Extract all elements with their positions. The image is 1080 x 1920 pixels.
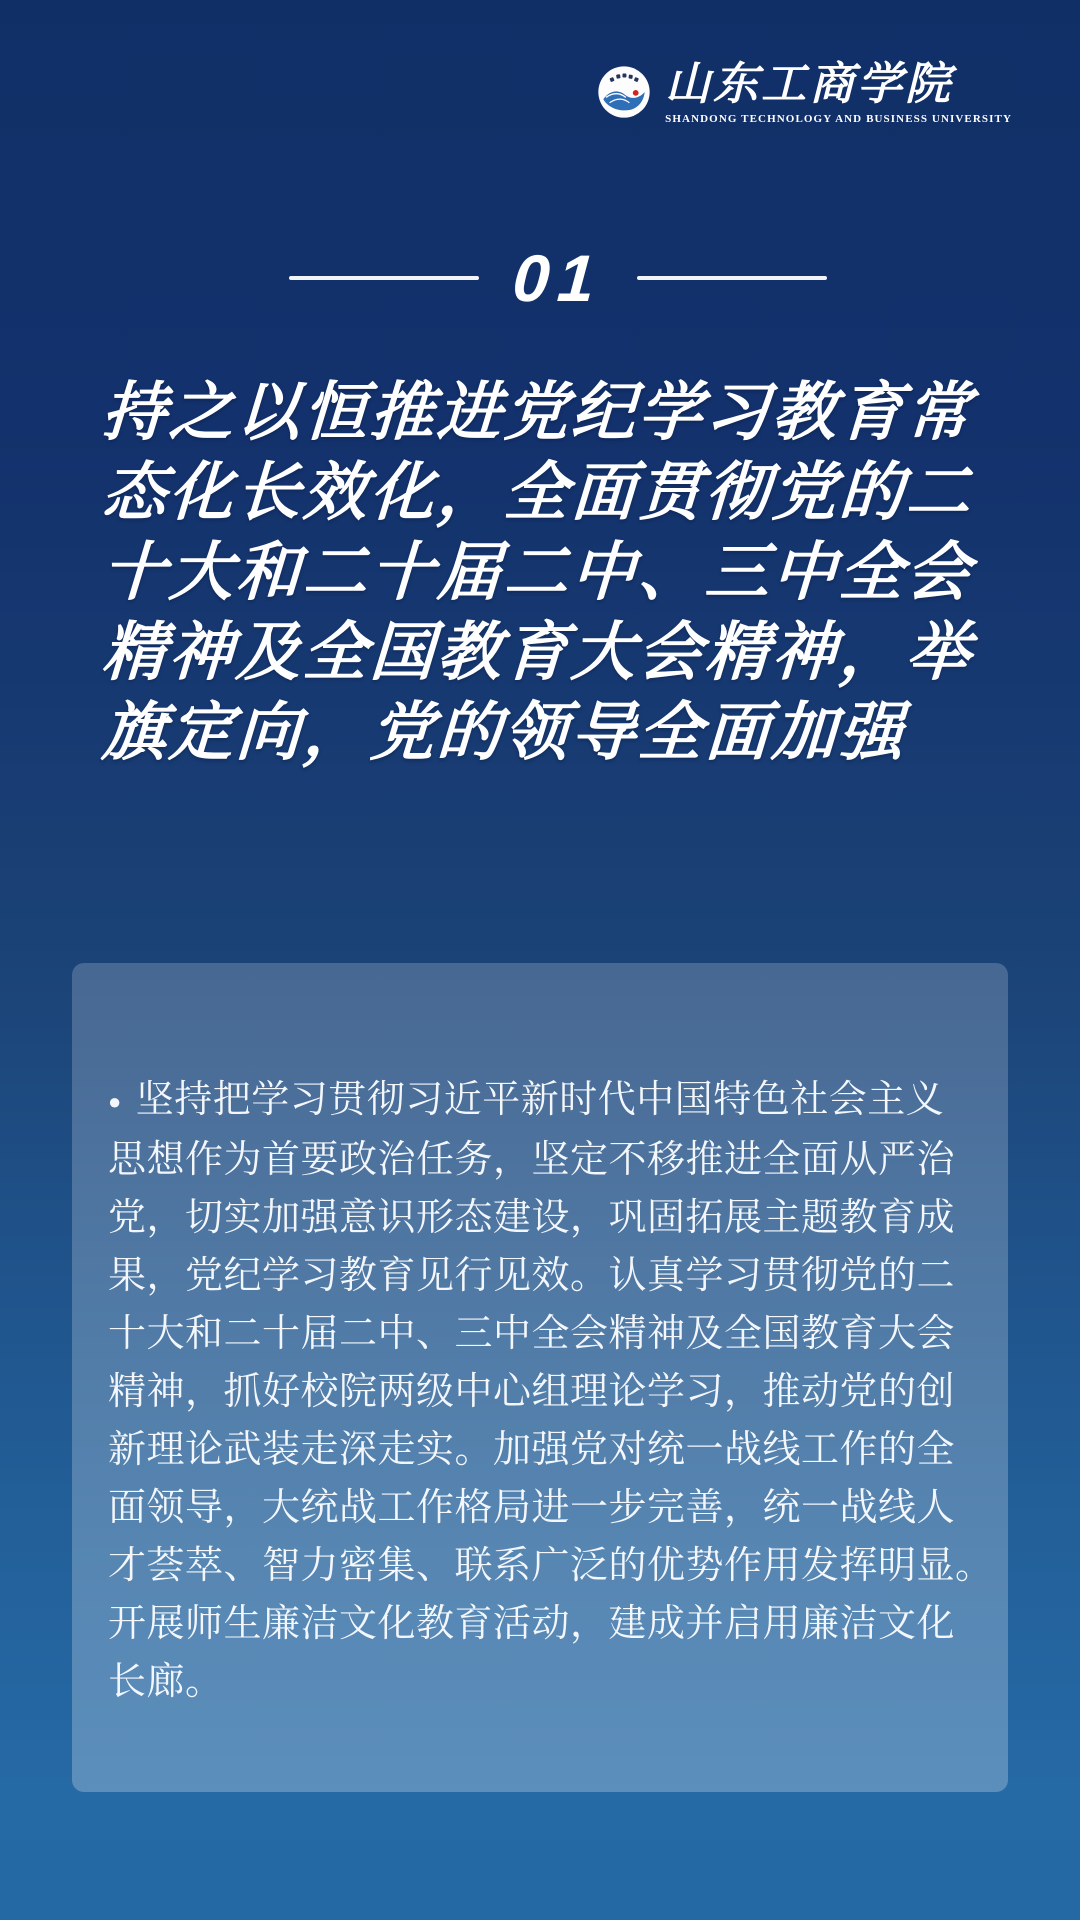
university-seal-icon bbox=[597, 65, 651, 119]
body-text: 坚持把学习贯彻习近平新时代中国特色社会主义 bbox=[135, 1079, 945, 1121]
university-name-block bbox=[665, 58, 1012, 125]
bullet-icon: ● bbox=[108, 1089, 122, 1114]
headline-line: 态化长效化，全面贯彻党的二 bbox=[100, 456, 975, 528]
university-name-zh: 山东工商学院 bbox=[665, 59, 954, 109]
body-text-line: 十大和二十届二中、三中全会精神及全国教育大会 bbox=[108, 1313, 956, 1355]
body-text-line: 精神，抓好校院两级中心组理论学习，推动党的创 bbox=[108, 1371, 956, 1413]
section-headline bbox=[100, 372, 1000, 772]
body-text-line bbox=[108, 1071, 972, 1131]
body-text-line: 才荟萃、智力密集、联系广泛的优势作用发挥明显。 bbox=[108, 1545, 994, 1587]
headline-line: 持之以恒推进党纪学习教育常 bbox=[100, 376, 975, 448]
body-text-line: 长廊。 bbox=[108, 1661, 224, 1703]
left-rule-line bbox=[289, 276, 479, 280]
body-text-line: 党，切实加强意识形态建设，巩固拓展主题教育成 bbox=[108, 1197, 956, 1239]
body-text-line: 思想作为首要政治任务，坚定不移推进全面从严治 bbox=[108, 1139, 956, 1181]
body-text-line: 新理论武装走深走实。加强党对统一战线工作的全 bbox=[108, 1429, 956, 1471]
body-text-line: 果，党纪学习教育见行见效。认真学习贯彻党的二 bbox=[108, 1255, 956, 1297]
headline-line: 十大和二十届二中、三中全会 bbox=[100, 536, 975, 608]
right-rule-line bbox=[637, 276, 827, 280]
body-text-line: 面领导，大统战工作格局进一步完善，统一战线人 bbox=[108, 1487, 956, 1529]
headline-line: 旗定向，党的领导全面加强 bbox=[100, 696, 908, 768]
headline-line: 精神及全国教育大会精神，举 bbox=[100, 616, 975, 688]
university-name-en: SHANDONG TECHNOLOGY AND BUSINESS UNIVERSITY bbox=[665, 113, 1012, 125]
section-number-block bbox=[0, 235, 1080, 321]
body-text-line: 开展师生廉洁文化教育活动，建成并启用廉洁文化 bbox=[108, 1603, 956, 1645]
content-card bbox=[72, 963, 1008, 1792]
university-logo bbox=[597, 58, 1012, 125]
section-number: 01 bbox=[510, 241, 606, 315]
